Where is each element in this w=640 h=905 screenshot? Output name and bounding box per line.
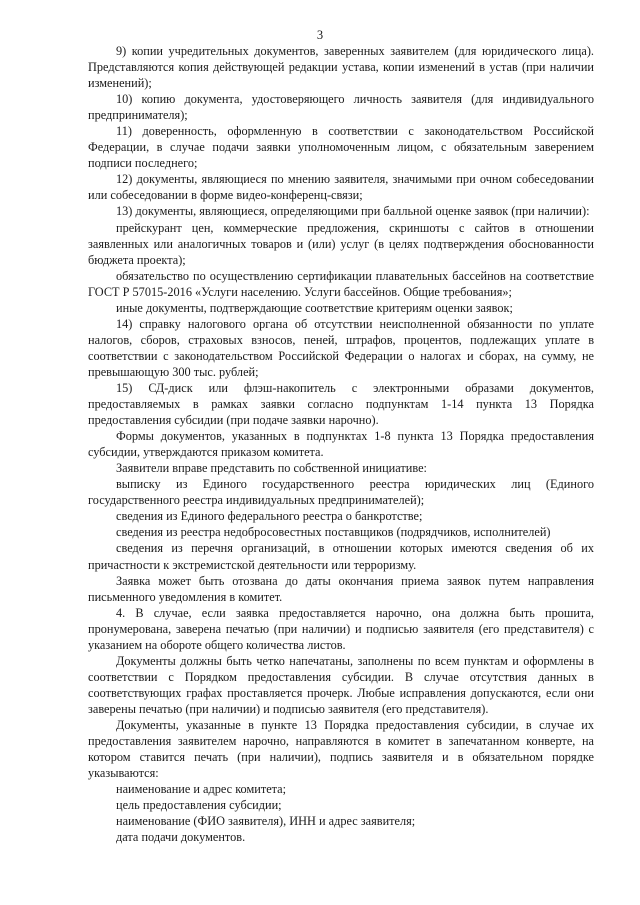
list-item-committee: наименование и адрес комитета;: [116, 782, 287, 797]
paragraph-section-4: 4. В случае, если заявка предоставляется нарочно, она должна быть прошита, пронумерована, заверена печатью (при наличии) и подписью заявителя (его представителя) с указанием на обороте общего количества листов.: [88, 605, 594, 652]
page-number: 3: [316, 28, 324, 42]
paragraph-unfair-suppliers: сведения из реестра недобросовестных поставщиков (подрядчиков, исполнителей): [116, 525, 551, 540]
paragraph-bankruptcy: сведения из Единого федерального реестра о банкротстве;: [116, 509, 423, 524]
paragraph-item-9: 9) копии учредительных документов, заверенных заявителем (для юридического лица). Представляются копия действующей редакции устава, копии изменений в устав (при наличии изменений);: [88, 44, 594, 91]
paragraph-item-13: 13) документы, являющиеся, определяющими при балльной оценке заявок (при наличии):: [116, 204, 590, 219]
paragraph-extremism-list: сведения из перечня организаций, в отношении которых имеются сведения об их причастности к экстремистской деятельности или терроризму.: [88, 541, 594, 572]
paragraph-item-10: 10) копию документа, удостоверяющего личность заявителя (для индивидуального предпринимателя);: [88, 92, 594, 123]
paragraph-price-list: прейскурант цен, коммерческие предложения, скриншоты с сайтов в отношении заявленных или аналогичных товаров и (или) услуг (в целях подтверждения обоснованности бюджета проекта);: [88, 220, 594, 267]
paragraph-applicants-may: Заявители вправе представить по собственной инициативе:: [116, 461, 427, 476]
paragraph-item-12: 12) документы, являющиеся по мнению заявителя, значимыми при очном собеседовании или собеседовании в форме видео-конференц-связи;: [88, 172, 594, 203]
paragraph-other-documents: иные документы, подтверждающие соответствие критериям оценки заявок;: [116, 300, 513, 315]
paragraph-register-extract: выписку из Единого государственного реестра юридических лиц (Единого государственного реестра индивидуальных предпринимателей);: [88, 477, 594, 508]
paragraph-forms: Формы документов, указанных в подпунктах 1-8 пункта 13 Порядка предоставления субсидии, утверждаются приказом комитета.: [88, 429, 594, 460]
paragraph-item-15: 15) СД-диск или флэш-накопитель с электронными образами документов, предоставляемых в рамках заявки согласно подпунктам 1-14 пункта 13 Порядка предоставления субсидии (при подаче заявки нарочно).: [88, 380, 594, 428]
list-item-applicant: наименование (ФИО заявителя), ИНН и адрес заявителя;: [116, 814, 416, 829]
paragraph-item-11: 11) доверенность, оформленную в соответствии с законодательством Российской Федерации, в случае подачи заявки уполномоченным лицом, с обязательным заверением подписи последнего;: [88, 124, 594, 171]
paragraph-pool-certification: обязательство по осуществлению сертификации плавательных бассейнов на соответствие ГОСТ Р 57015-2016 «Услуги населению. Услуги бассейнов. Общие требования»;: [88, 268, 594, 299]
list-item-purpose: цель предоставления субсидии;: [116, 798, 282, 813]
paragraph-envelope: Документы, указанные в пункте 13 Порядка предоставления субсидии, в случае их предоставления заявителем нарочно, направляются в комитет в запечатанном конверте, на котором ставится печать (при наличии), подпись заявителя и в обязательном порядке указываются:: [88, 717, 594, 781]
paragraph-item-14: 14) справку налогового органа об отсутствии неисполненной обязанности по уплате налогов, сборов, страховых взносов, пеней, штрафов, процентов, подлежащих уплате в соответствии с законодательством Российской Федерации о налогах и сборах, на сумму, не превышающую 300 тыс. рублей;: [88, 316, 594, 379]
paragraph-formatting: Документы должны быть четко напечатаны, заполнены по всем пунктам и оформлены в соответствии с Порядком предоставления субсидии. В случае отсутствия данных в соответствующих графах проставляется прочерк. Любые исправления допускаются, если они заверены печатью (при наличии) и подписью заявителя (его представителя).: [88, 653, 594, 716]
list-item-date: дата подачи документов.: [116, 830, 246, 845]
paragraph-withdrawal: Заявка может быть отозвана до даты окончания приема заявок путем направления письменного уведомления в комитет.: [88, 573, 594, 604]
document-body: [88, 43, 594, 845]
